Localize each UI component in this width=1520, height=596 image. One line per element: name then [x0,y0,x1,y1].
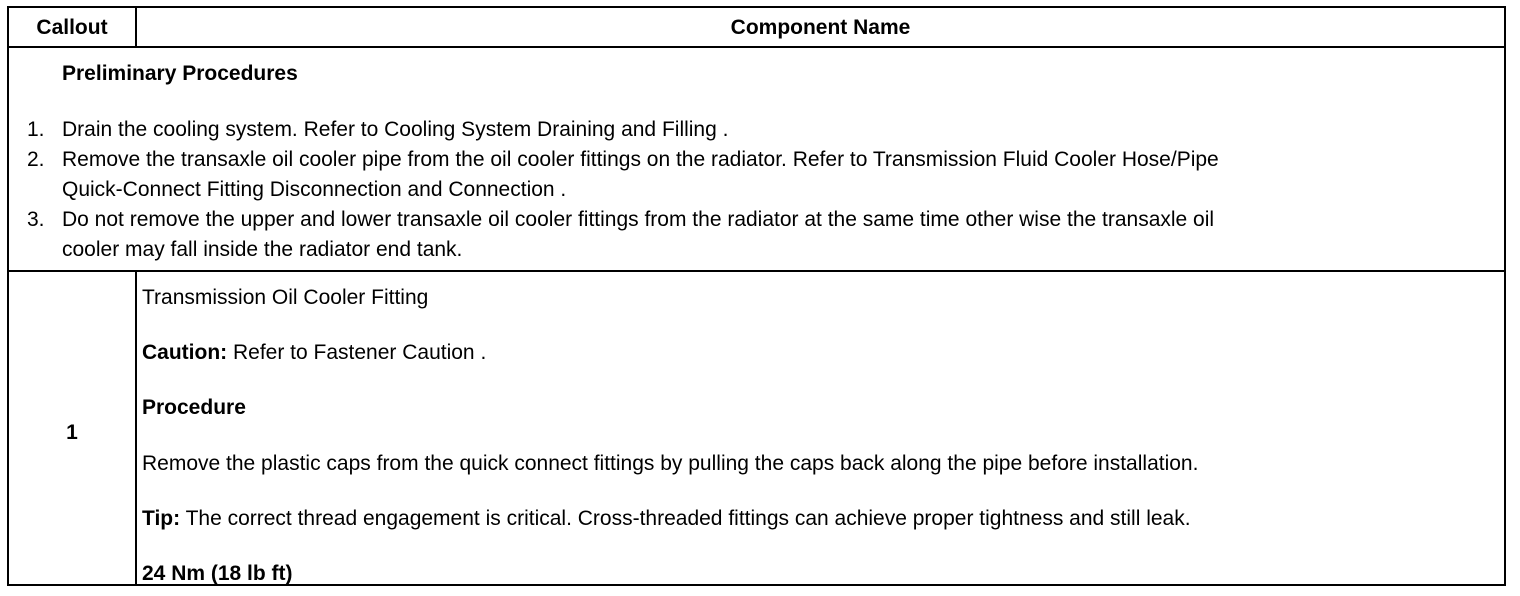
step-text-continued: cooler may fall inside the radiator end tank. [62,238,463,261]
callout-column-header: Callout [36,16,108,39]
procedure-text: Remove the plastic caps from the quick connect fittings by pulling the caps back along the pipe before installation. [142,452,1199,475]
preliminary-procedures [9,48,1504,272]
step-number: 1. [27,118,45,141]
procedure-heading: Procedure [142,396,246,419]
caution-text: Refer to Fastener Caution . [227,341,487,364]
tip-note [142,504,1191,534]
step-text: Remove the transaxle oil cooler pipe from the oil cooler fittings on the radiator. Refer to Transmission Fluid Cooler Hose/Pipe [62,148,1219,171]
step-text: Do not remove the upper and lower transaxle oil cooler fittings from the radiator at the same time other wise the transaxle oil [62,208,1215,231]
torque-spec: 24 Nm (18 lb ft) [142,562,293,585]
component-name: Transmission Oil Cooler Fitting [142,286,429,309]
row-column-divider [135,270,137,584]
list-item [9,205,1488,265]
step-number: 3. [27,208,45,231]
list-item [9,145,1488,205]
component-name-column-header: Component Name [730,16,911,39]
header-column-divider [135,8,137,46]
procedure-table [7,6,1506,586]
list-item [9,115,1488,145]
callout-number: 1 [66,421,78,444]
step-text: Drain the cooling system. Refer to Cooling System Draining and Filling . [62,118,729,141]
caution-label: Caution: [142,341,228,364]
tip-label: Tip: [142,507,181,530]
preliminary-title: Preliminary Procedures [62,62,298,85]
step-number: 2. [27,148,45,171]
preliminary-steps-list [9,115,1488,265]
caution-note [142,338,486,368]
tip-text: The correct thread engagement is critical. Cross-threaded fittings can achieve proper tightness and still leak. [180,507,1191,530]
step-text-continued: Quick-Connect Fitting Disconnection and Connection . [62,178,567,201]
